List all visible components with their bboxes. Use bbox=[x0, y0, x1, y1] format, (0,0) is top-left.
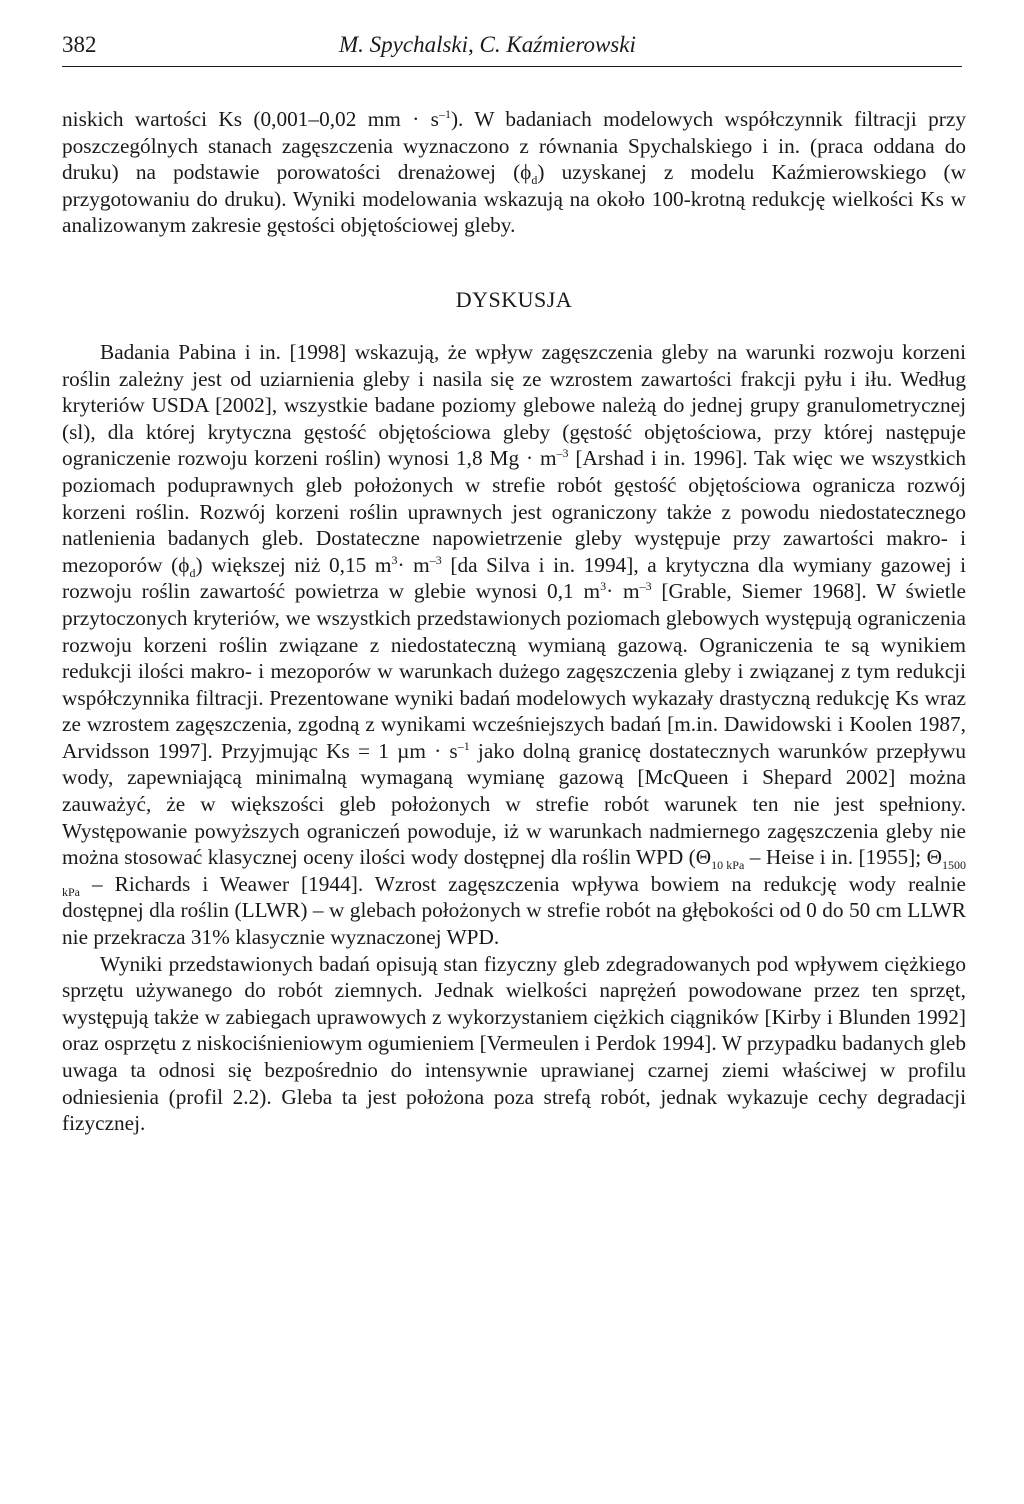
page-number: 382 bbox=[62, 32, 97, 57]
body-paragraph: niskich wartości Ks (0,001–0,02 mm · $s^{-1}$). W badaniach modelowych współczynnik filtracji przy poszczególnych stanach zagęszczenia wyznaczono z równania Spychalskiego i in. (praca oddana do druku) na podstawie porowatości drenażowej $(\phi_d)$ uzyskanej z modelu Kaźmierowskiego (w przygotowaniu do druku). Wyniki modelowania wskazują na około 100-krotną redukcję wielkości Ks w analizowanym zakresie gęstości objętościowej gleby. bbox=[62, 107, 966, 238]
page-body bbox=[62, 106, 966, 1137]
running-head: M. Spychalski, C. Kaźmierowski bbox=[339, 32, 636, 57]
page-header bbox=[62, 30, 962, 67]
body-paragraph: Wyniki przedstawionych badań opisują stan fizyczny gleb zdegradowanych pod wpływem ciężkiego sprzętu używanego do robót ziemnych. Jednak wielkości naprężeń powodowane przez ten sprzęt, występują także w zabiegach uprawowych z wykorzystaniem ciężkich ciągników [Kirby i Blunden 1992] oraz osprzętu z niskociśnieniowym ogumieniem [Vermeulen i Perdok 1994]. W przypadku badanych gleb uwaga ta odnosi się bezpośrednio do intensywnie uprawianej czarnej ziemi właściwej w profilu odniesienia (profil 2.2). Gleba ta jest położona poza strefą robót, jednak wykazuje cechy degradacji fizycznej. bbox=[62, 951, 966, 1136]
section-heading: DYSKUSJA bbox=[455, 286, 573, 312]
body-paragraph: Badania Pabina i in. [1998] wskazują, że wpływ zagęszczenia gleby na warunki rozwoju korzeni roślin zależny jest od uziarnienia gleby i nasila się ze wzrostem zawartości frakcji pyłu i iłu. Według kryteriów USDA [2002], wszystkie badane poziomy glebowe należą do jednej grupy granulometrycznej (sl), dla której krytyczna gęstość objętościowa gleby (gęstość objętościowa, przy której następuje ograniczenie rozwoju korzeni roślin) wynosi 1,8 $Mg \cdot m^{-3}$ [Arshad i in. 1996]. Tak więc we wszystkich poziomach poduprawnych gleb położonych w strefie robót gęstość objętościowa ogranicza rozwój korzeni roślin. Rozwój korzeni roślin uprawnych jest ograniczony także z powodu niedostatecznego natlenienia badanych gleb. Dostateczne napowietrzenie gleby występuje przy zawartości makro- i mezoporów $(\phi_d)$ większej niż 0,15 $m^3\cdot m^{-3}$ [da Silva i in. 1994], a krytyczna dla wymiany gazowej i rozwoju roślin zawartość powietrza w glebie wynosi 0,1 $m^3\cdot m^{-3}$ [Grable, Siemer 1968]. W świetle przytoczonych kryteriów, we wszystkich przedstawionych poziomach glebowych występują ograniczenia rozwoju korzeni roślin związane z niedostateczną wymianą gazową. Ograniczenia te są wynikiem redukcji ilości makro- i mezoporów w warunkach dużego zagęszczenia gleby i związanej z tym redukcji współczynnika filtracji. Prezentowane wyniki badań modelowych wykazały drastyczną redukcję Ks wraz ze wzrostem zagęszczenia, zgodną z wynikami wcześniejszych badań [m.in. Dawidowski i Koolen 1987, Arvidsson 1997]. Przyjmując Ks = 1 $\mu m \cdot s^{-1}$ jako dolną granicę dostatecznych warunków przepływu wody, zapewniającą minimalną wymaganą wymianę gazową [McQueen i Shepard 2002] można zauważyć, że w większości gleb położonych w strefie robót warunek ten nie jest spełniony. Występowanie powyższych ograniczeń powoduje, iż w warunkach nadmiernego zagęszczenia gleby nie można stosować klasycznej oceny ilości wody dostępnej dla roślin WPD ($\Theta_{10 kPa}$ – Heise i in. [1955]; $\Theta_{1500 kPa}$ – Richards i Weawer [1944]. Wzrost zagęszczenia wpływa bowiem na redukcję wody realnie dostępnej dla roślin (LLWR) – w glebach położonych w strefie robót na głębokości od 0 do 50 cm LLWR nie przekracza 31% klasycznie wyznaczonej WPD. bbox=[62, 339, 967, 950]
